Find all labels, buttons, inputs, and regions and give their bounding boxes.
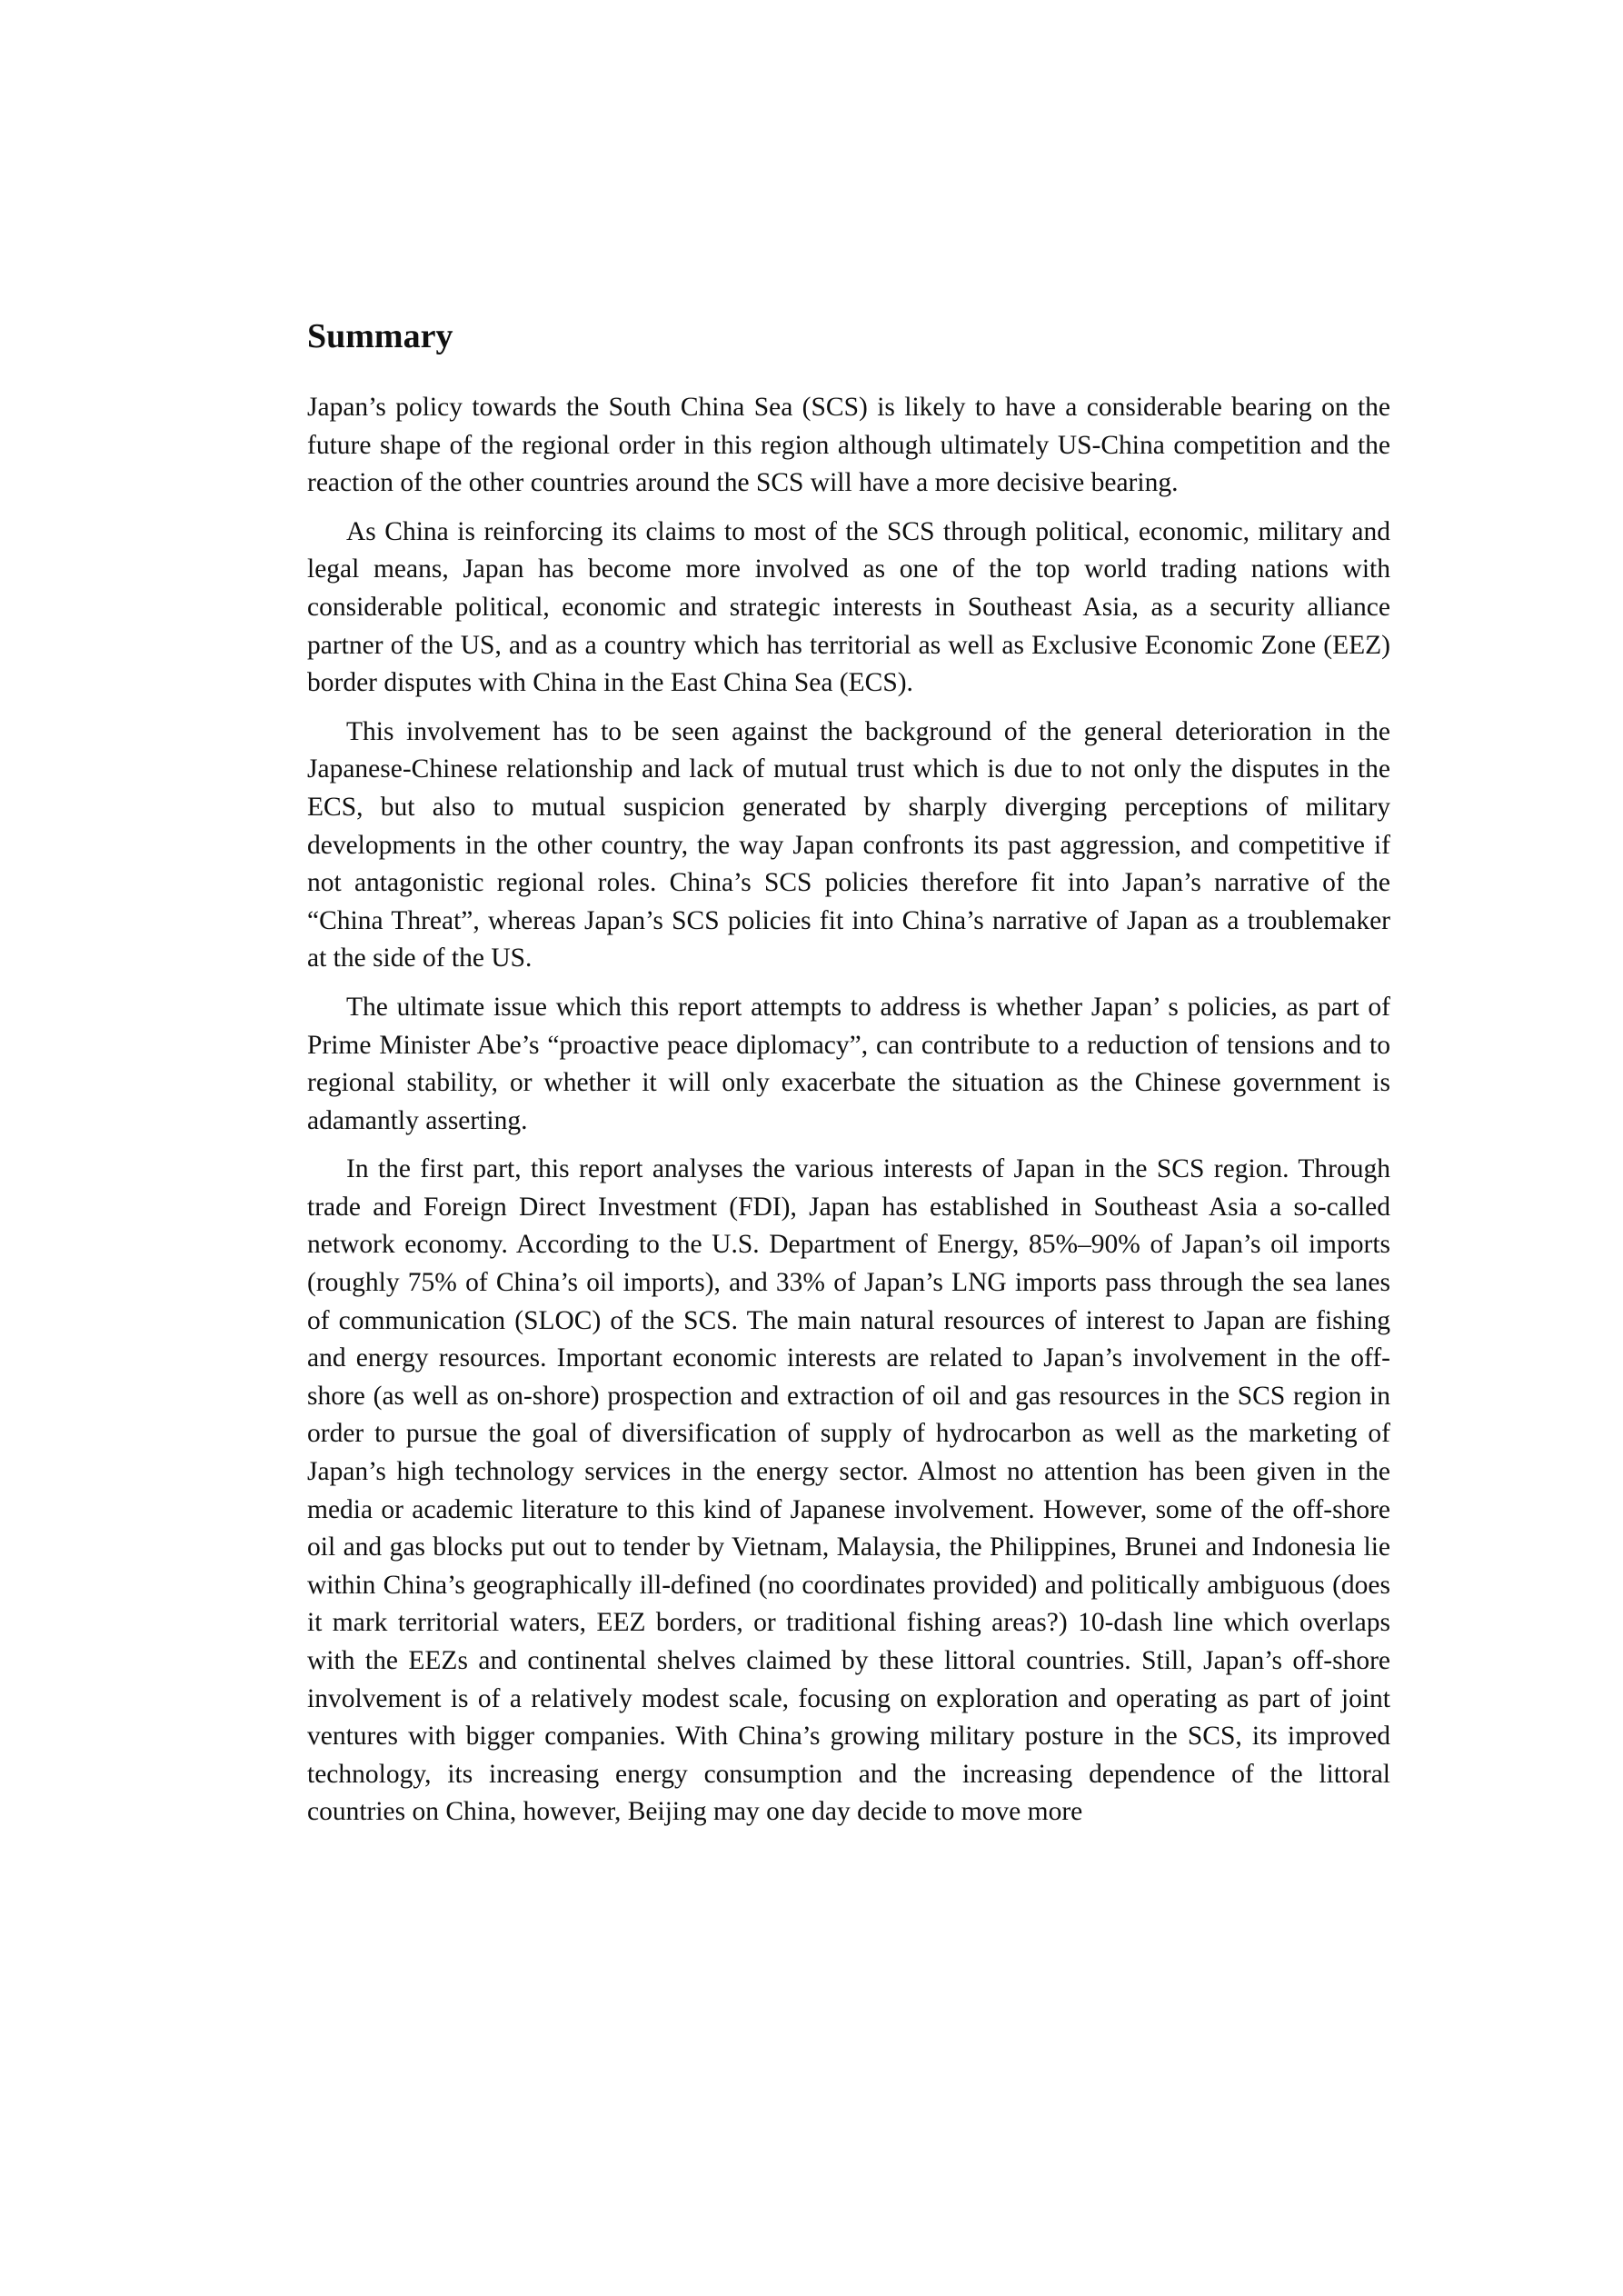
summary-paragraph-5: In the first part, this report analyses the various interests of Japan in the SCS region. Through trade and Foreign Direct Investment (FDI), Japan has established in Southeast Asia a so-called network economy. According to the U.S. Department of Energy, 85%–90% of Japan’s oil imports (roughly 75% of China’s oil imports), and 33% of Japan’s LNG imports pass through the sea lanes of communication (SLOC) of the SCS. The main natural resources of interest to Japan are fishing and energy resources. Important economic interests are related to Japan’s involvement in the off-shore (as well as on-shore) prospection and extraction of oil and gas resources in the SCS region in order to pursue the goal of diversification of supply of hydrocarbon as well as the marketing of Japan’s high technology services in the energy sector. Almost no attention has been given in the media or academic literature to this kind of Japanese involvement. However, some of the off-shore oil and gas blocks put out to tender by Vietnam, Malaysia, the Philippines, Brunei and Indonesia lie within China’s geographically ill-defined (no coordinates provided) and politically ambiguous (does it mark territorial waters, EEZ borders, or traditional fishing areas?) 10-dash line which overlaps with the EEZs and continental shelves claimed by these littoral countries. Still, Japan’s off-shore involvement is of a relatively modest scale, focusing on exploration and operating as part of joint ventures with bigger companies. With China’s growing military posture in the SCS, its improved technology, its increasing energy consumption and the increasing dependence of the littoral countries on China, however, Beijing may one day decide to move more <box>307 1154 1390 1827</box>
summary-paragraph-3: This involvement has to be seen against the background of the general deterioration in the Japanese-Chinese relationship and lack of mutual trust which is due to not only the disputes in the ECS, but also to mutual suspicion generated by sharply diverging perceptions of military developments in the other country, the way Japan confronts its past aggression, and competitive if not antagonistic regional roles. China’s SCS policies therefore fit into Japan’s narrative of the “China Threat”, whereas Japan’s SCS policies fit into China’s narrative of Japan as a troublemaker at the side of the US. <box>307 716 1390 973</box>
summary-paragraph-4: The ultimate issue which this report attempts to address is whether Japan’ s policies, as part of Prime Minister Abe’s “proactive peace diplomacy”, can contribute to a reduction of tensions and to regional stability, or whether it will only exacerbate the situation as the Chinese government is adamantly asserting. <box>307 992 1390 1135</box>
summary-paragraph-1: Japan’s policy towards the South China Sea (SCS) is likely to have a considerable bearing on the future shape of the regional order in this region although ultimately US-China competition and the reaction of the other countries around the SCS will have a more decisive bearing. <box>307 393 1390 498</box>
section-heading: Summary <box>307 317 453 355</box>
summary-paragraph-2: As China is reinforcing its claims to most of the SCS through political, economic, military and legal means, Japan has become more involved as one of the top world trading nations with considerable political, economic and strategic interests in Southeast Asia, as a security alliance partner of the US, and as a country which has territorial as well as Exclusive Economic Zone (EEZ) border disputes with China in the East China Sea (ECS). <box>307 516 1390 698</box>
document-page <box>307 311 1390 1842</box>
